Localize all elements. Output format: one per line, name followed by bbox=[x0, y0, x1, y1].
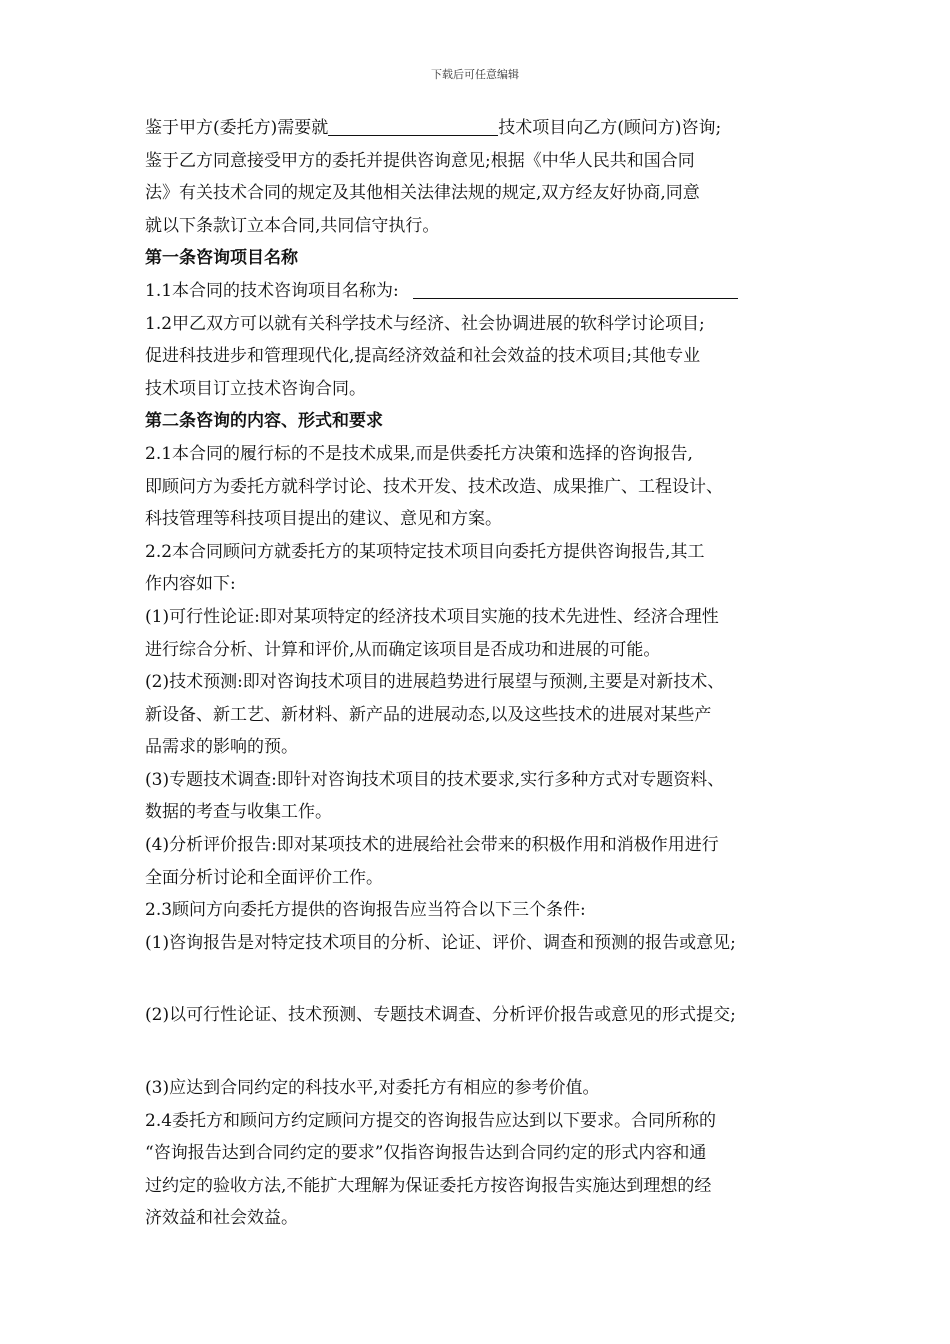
preamble-line: 就以下条款订立本合同,共同信守执行。 bbox=[145, 215, 440, 236]
clause-line: 过约定的验收方法,不能扩大理解为保证委托方按咨询报告实施达到理想的经 bbox=[145, 1175, 712, 1196]
clause-line: 2.4委托方和顾问方约定顾问方提交的咨询报告应达到以下要求。合同所称的 bbox=[145, 1110, 717, 1131]
clause-line: 作内容如下: bbox=[145, 574, 236, 595]
list-item-line: 数据的考查与收集工作。 bbox=[145, 802, 332, 823]
document-body bbox=[145, 112, 835, 1235]
preamble-text: 技术项目向乙方(顾问方)咨询; bbox=[498, 118, 722, 138]
preamble-line bbox=[145, 112, 835, 145]
clause-line: 即顾问方为委托方就科学讨论、技术开发、技术改造、成果推广、工程设计、 bbox=[145, 476, 723, 497]
clause-line: 2.2本合同顾问方就委托方的某项特定技术项目向委托方提供咨询报告,其工 bbox=[145, 541, 705, 562]
list-item-line: 进行综合分析、计算和评价,从而确定该项目是否成功和进展的可能。 bbox=[145, 639, 661, 660]
clause-line: 济效益和社会效益。 bbox=[145, 1208, 298, 1229]
clause-line: 技术项目订立技术咨询合同。 bbox=[145, 378, 366, 399]
section-heading: 第二条咨询的内容、形式和要求 bbox=[145, 411, 383, 432]
clause-line: 1.2甲乙双方可以就有关科学技术与经济、社会协调进展的软科学讨论项目; bbox=[145, 313, 705, 334]
project-name-blank-field[interactable] bbox=[413, 278, 738, 299]
preamble-text: 鉴于甲方(委托方)需要就 bbox=[145, 118, 329, 138]
list-item-line: (3)专题技术调查:即针对咨询技术项目的技术要求,实行多种方式对专题资料、 bbox=[145, 769, 725, 790]
preamble-line: 鉴于乙方同意接受甲方的委托并提供咨询意见;根据《中华人民共和国合同 bbox=[145, 150, 695, 171]
list-item-line: (4)分析评价报告:即对某项技术的进展给社会带来的积极作用和消极作用进行 bbox=[145, 835, 719, 856]
condition-line: (1)咨询报告是对特定技术项目的分析、论证、评价、调查和预测的报告或意见; bbox=[145, 932, 736, 953]
clause-line: “咨询报告达到合同约定的要求”仅指咨询报告达到合同约定的形式内容和通 bbox=[145, 1143, 707, 1164]
clause-line: 2.3顾问方向委托方提供的咨询报告应当符合以下三个条件: bbox=[145, 900, 586, 921]
condition-line: (2)以可行性论证、技术预测、专题技术调查、分析评价报告或意见的形式提交; bbox=[145, 1005, 736, 1026]
list-item-line: (1)可行性论证:即对某项特定的经济技术项目实施的技术先进性、经济合理性 bbox=[145, 606, 719, 627]
clause-line bbox=[145, 275, 835, 308]
spacer bbox=[145, 959, 835, 999]
page-header: 下载后可任意编辑 bbox=[431, 68, 519, 81]
clause-line: 科技管理等科技项目提出的建议、意见和方案。 bbox=[145, 509, 502, 530]
clause-line: 促进科技进步和管理现代化,提高经济效益和社会效益的技术项目;其他专业 bbox=[145, 346, 701, 367]
list-item-line: (2)技术预测:即对咨询技术项目的进展趋势进行展望与预测,主要是对新技术、 bbox=[145, 672, 725, 693]
project-blank-field[interactable] bbox=[328, 115, 498, 136]
list-item-line: 新设备、新工艺、新材料、新产品的进展动态,以及这些技术的进展对某些产 bbox=[145, 704, 712, 725]
list-item-line: 全面分析讨论和全面评价工作。 bbox=[145, 867, 383, 888]
clause-line: 2.1本合同的履行标的不是技术成果,而是供委托方决策和选择的咨询报告, bbox=[145, 443, 693, 464]
condition-line: (3)应达到合同约定的科技水平,对委托方有相应的参考价值。 bbox=[145, 1078, 600, 1099]
list-item-line: 品需求的影响的预。 bbox=[145, 737, 298, 758]
section-heading: 第一条咨询项目名称 bbox=[145, 248, 298, 269]
spacer bbox=[145, 1032, 835, 1072]
clause-text: 1.1本合同的技术咨询项目名称为: bbox=[145, 280, 399, 301]
preamble-line: 法》有关技术合同的规定及其他相关法律法规的规定,双方经友好协商,同意 bbox=[145, 183, 700, 204]
